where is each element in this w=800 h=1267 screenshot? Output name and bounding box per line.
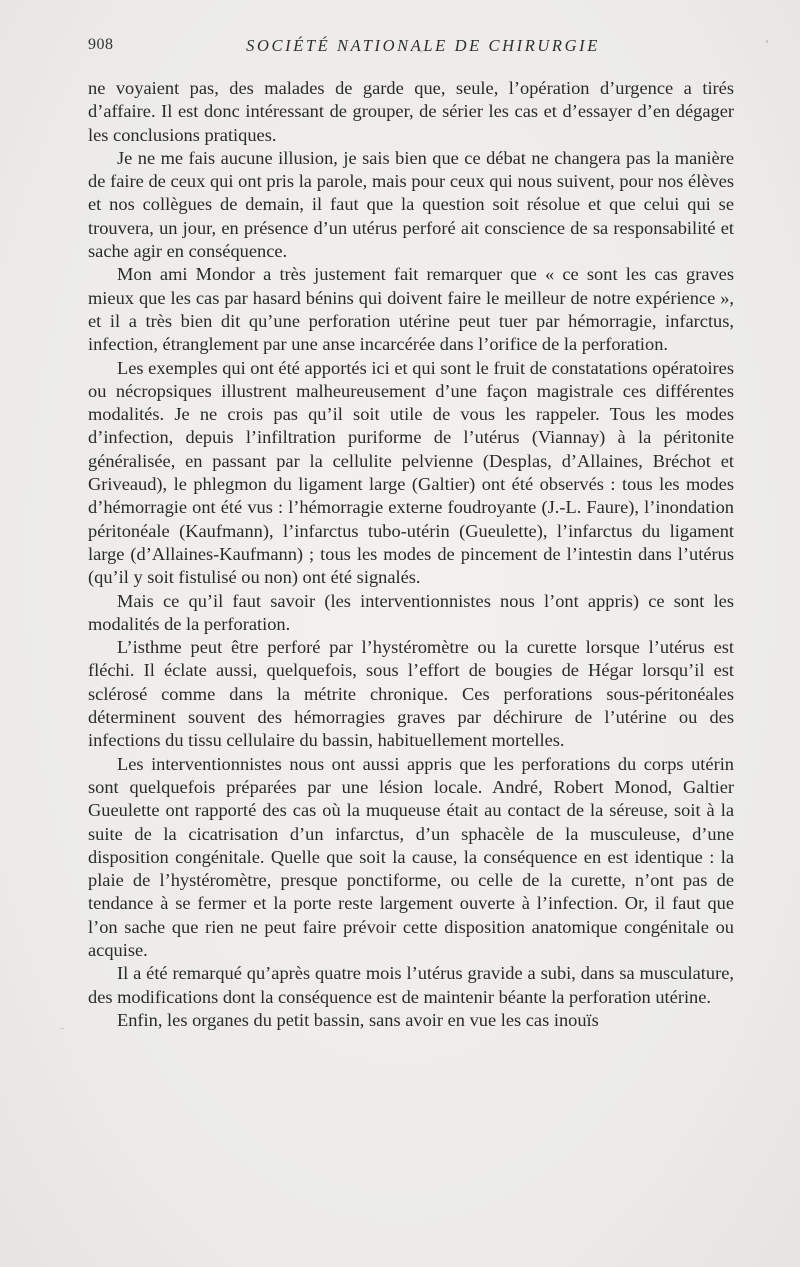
- body-text: [88, 77, 734, 1032]
- paragraph: Mon ami Mondor a très justement fait remarquer que « ce sont les cas graves mieux que les cas par hasard bénins qui doivent faire le meilleur de notre expérience », et il a très bien dit qu’une perforation utérine peut tuer par hémorragie, infarctus, infection, étranglement par une anse incarcérée dans l’orifice de la perforation.: [88, 264, 734, 355]
- page-header: [88, 36, 734, 60]
- paragraph: Mais ce qu’il faut savoir (les interventionnistes nous l’ont appris) ce sont les modalités de la perforation.: [88, 590, 734, 634]
- paragraph: Enfin, les organes du petit bassin, sans avoir en vue les cas inouïs: [117, 1009, 599, 1030]
- page-number: 908: [88, 36, 114, 53]
- paragraph: Il a été remarqué qu’après quatre mois l’utérus gravide a subi, dans sa musculature, des modifications dont la conséquence est de maintenir béante la perforation utérine.: [88, 963, 734, 1007]
- paragraph: Les interventionnistes nous ont aussi appris que les perforations du corps utérin sont quelquefois préparées par une lésion locale. André, Robert Monod, Galtier Gueulette ont rapporté des cas où la muqueuse était au contact de la séreuse, soit à la suite de la cicatrisation d’un infarctus, d’un sphacèle de la musculeuse, d’une disposition congénitale. Quelle que soit la cause, la conséquence en est identique : la plaie de l’hystéromètre, presque ponctiforme, ou celle de la curette, n’ont pas de tendance à se fermer et la porte reste largement ouverte à l’infection. Or, il faut que l’on sache que rien ne peut faire prévoir cette disposition anatomique congénitale ou acquise.: [88, 753, 734, 960]
- paper-speck: [766, 40, 768, 43]
- paragraph: L’isthme peut être perforé par l’hystéromètre ou la curette lorsque l’utérus est fléchi. Il éclate aussi, quelquefois, sous l’effort de bougies de Hégar lorsqu’il est sclérosé comme dans la métrite chronique. Ces perforations sous-péritonéales déterminent souvent des hémorragies graves par déchirure de l’utérine ou des infections du tissu cellulaire du bassin, habituellement mortelles.: [88, 637, 734, 751]
- running-title: SOCIÉTÉ NATIONALE DE CHIRURGIE: [246, 36, 600, 55]
- paragraph: ne voyaient pas, des malades de garde que, seule, l’opération d’urgence a tirés d’affaire. Il est donc intéressant de grouper, de sérier les cas et d’essayer d’en dégager les conclusions pratiques.: [88, 78, 734, 145]
- paper-speck: [60, 1028, 64, 1029]
- paragraph: Je ne me fais aucune illusion, je sais bien que ce débat ne changera pas la manière de faire de ceux qui ont pris la parole, mais pour ceux qui nous suivent, pour nos élèves et nos collègues de demain, il faut que la question soit résolue et que celui qui se trouvera, un jour, en présence d’un utérus perforé ait conscience de sa responsabilité et sache agir en conséquence.: [88, 147, 734, 262]
- paragraph: Les exemples qui ont été apportés ici et qui sont le fruit de constatations opératoires ou nécropsiques illustrent malheureusement d’une façon magistrale ces différentes modalités. Je ne crois pas qu’il soit utile de vous les rappeler. Tous les modes d’infection, depuis l’infiltration puriforme de l’utérus (Viannay) à la péritonite généralisée, en passant par la cellulite pelvienne (Desplas, d’Allaines, Bréchot et Griveaud), le phlegmon du ligament large (Galtier) ont été observés : tous les modes d’hémorragie ont été vus : l’hémorragie externe foudroyante (J.-L. Faure), l’inondation péritonéale (Kaufmann), l’infarctus tubo-utérin (Gueulette), l’infarctus du ligament large (d’Allaines-Kaufmann) ; tous les modes de pincement de l’intestin dans l’utérus (qu’il y soit fistulisé ou non) ont été signalés.: [88, 357, 734, 588]
